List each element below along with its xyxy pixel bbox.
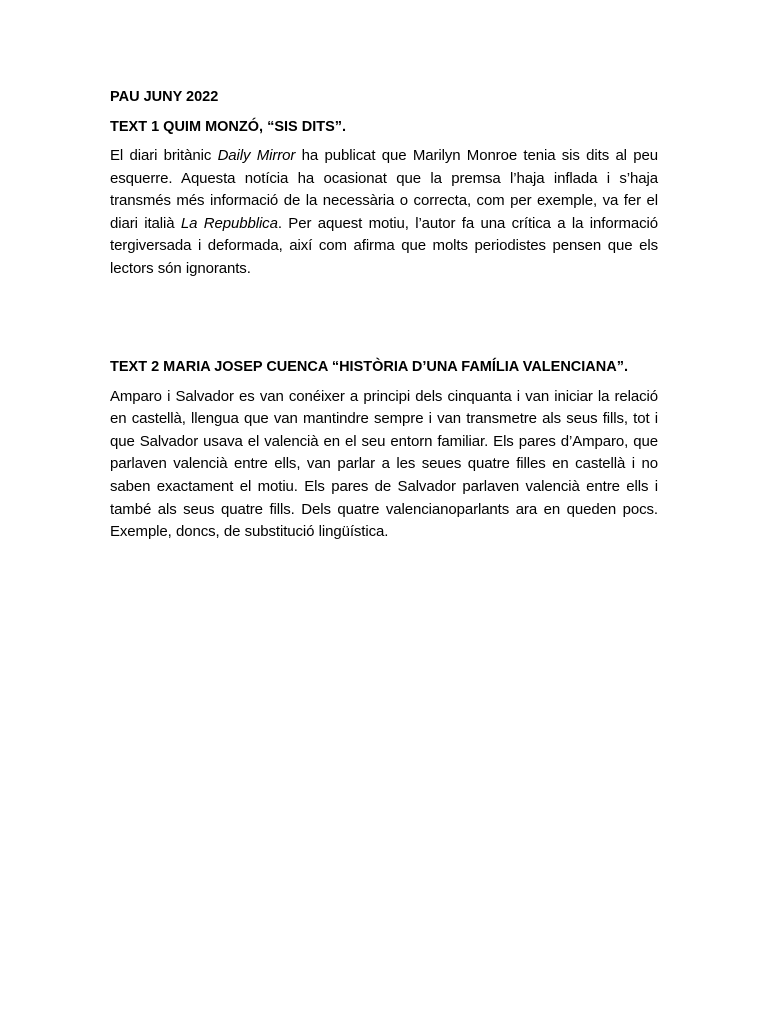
text2-paragraph: Amparo i Salvador es van conéixer a principi dels cinquanta i van iniciar la relació en castellà, llengua que van mantindre sempre i van transmetre als seus fills, tot i que Salvador usava el valencià en el seu entorn familiar. Els pares d’Amparo, que parlaven valencià entre ells, van parlar a les seues quatre filles en castellà i no saben exactament el motiu. Els pares de Salvador parlaven valencià entre ells i també als seus quatre fills. Dels quatre valencianoparlants ara en queden pocs. Exemple, doncs, de substitució lingüística. bbox=[110, 387, 658, 541]
date-heading: PAU JUNY 2022 bbox=[110, 89, 219, 105]
text1-paragraph bbox=[110, 145, 658, 281]
document-page bbox=[110, 86, 658, 544]
text1-part1: El diari britànic bbox=[110, 147, 218, 164]
section-spacer bbox=[110, 281, 658, 356]
text1-part2: ha publicat que Marilyn Monroe tenia sis dits al peu esquerre. Aquesta notícia ha ocasionat que la premsa l’haja inflada i s’haja transmés més informació de la necessària o correcta, com per exemple, va fer el diari italià bbox=[110, 147, 658, 232]
text1-part3: . Per aquest motiu, l’autor fa una crítica a la informació tergiversada i deformada, així com afirma que molts periodistes pensen que els lectors són ignorants. bbox=[110, 214, 658, 277]
text1-italic-daily-mirror: Daily Mirror bbox=[217, 147, 296, 164]
text2-heading: TEXT 2 MARIA JOSEP CUENCA “HISTÒRIA D’UNA FAMÍLIA VALENCIANA”. bbox=[110, 358, 628, 375]
text1-heading: TEXT 1 QUIM MONZÓ, “SIS DITS”. bbox=[110, 119, 347, 135]
text1-italic-la-repubblica: La Repubblica bbox=[180, 214, 278, 232]
